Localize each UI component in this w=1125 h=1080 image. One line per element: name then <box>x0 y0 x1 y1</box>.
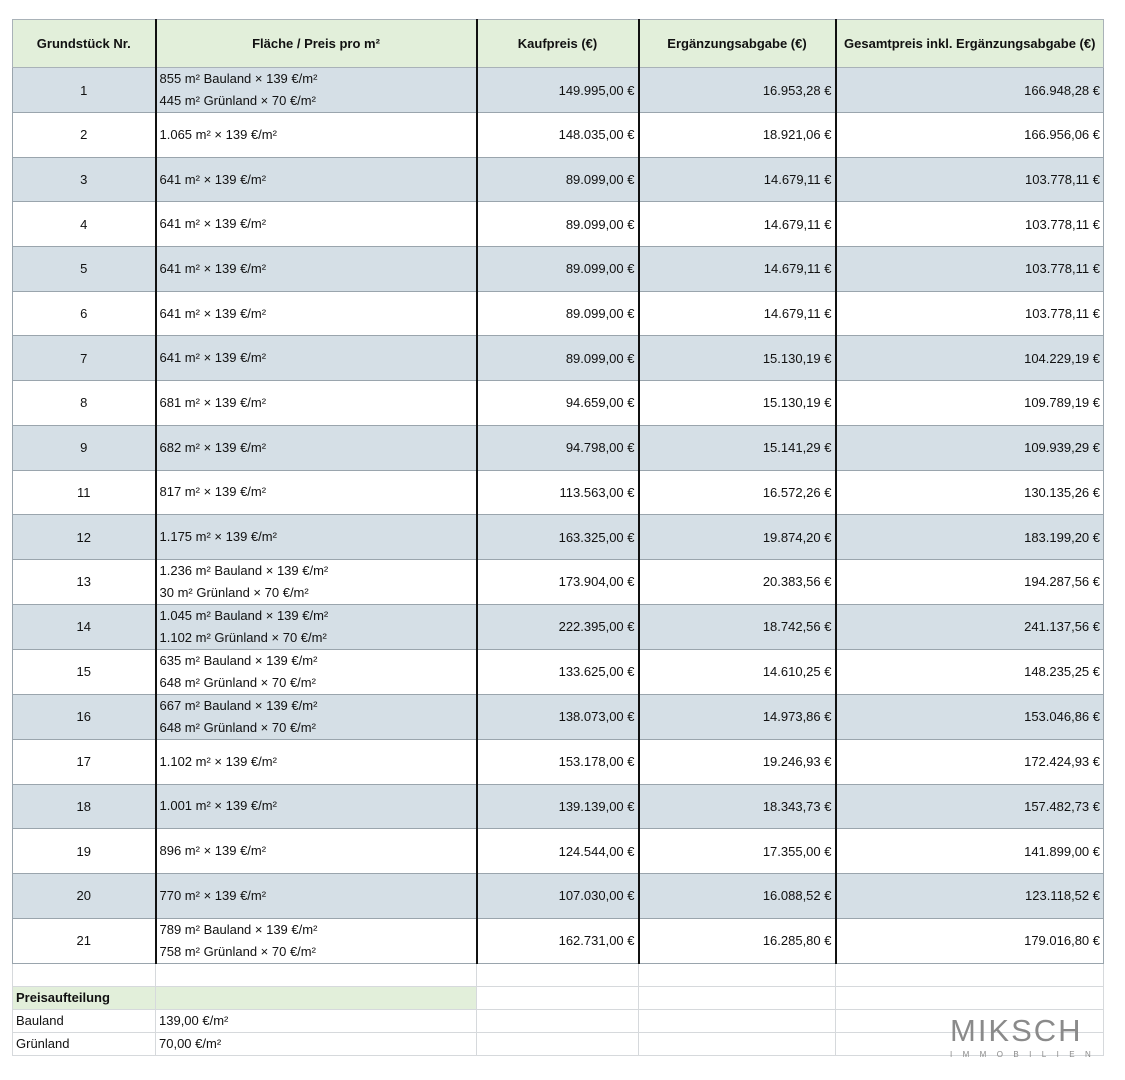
cell-ergaenzungsabgabe: 16.088,52 € <box>639 873 836 918</box>
area-line: 789 m² Bauland × 139 €/m² <box>159 921 318 937</box>
area-line: 648 m² Grünland × 70 €/m² <box>159 719 316 735</box>
table-row <box>13 604 1104 649</box>
cell-grundstueck-nr: 16 <box>13 694 156 739</box>
cell-gesamtpreis: 241.137,56 € <box>836 604 1104 649</box>
cell-ergaenzungsabgabe: 15.130,19 € <box>639 381 836 426</box>
breakdown-label: Grünland <box>13 1032 156 1055</box>
cell-flaeche <box>156 873 477 918</box>
table-row <box>13 873 1104 918</box>
cell-flaeche <box>156 157 477 202</box>
cell-flaeche <box>156 649 477 694</box>
cell-gesamtpreis: 103.778,11 € <box>836 157 1104 202</box>
table-row <box>13 784 1104 829</box>
cell-flaeche <box>156 784 477 829</box>
area-line: 817 m² × 139 €/m² <box>159 484 267 500</box>
cell-kaufpreis: 89.099,00 € <box>477 247 639 292</box>
table-row <box>13 291 1104 336</box>
area-line: 648 m² Grünland × 70 €/m² <box>159 674 316 690</box>
cell-flaeche <box>156 515 477 560</box>
cell-kaufpreis: 89.099,00 € <box>477 291 639 336</box>
cell-gesamtpreis: 104.229,19 € <box>836 336 1104 381</box>
cell-gesamtpreis: 103.778,11 € <box>836 247 1104 292</box>
header-gesamtpreis: Gesamtpreis inkl. Ergänzungsabgabe (€) <box>836 20 1104 68</box>
cell-gesamtpreis: 194.287,56 € <box>836 559 1104 604</box>
cell-gesamtpreis: 123.118,52 € <box>836 873 1104 918</box>
cell-grundstueck-nr: 17 <box>13 739 156 784</box>
area-line: 758 m² Grünland × 70 €/m² <box>159 943 316 959</box>
area-line: 30 m² Grünland × 70 €/m² <box>159 584 309 600</box>
cell-gesamtpreis: 183.199,20 € <box>836 515 1104 560</box>
table-row <box>13 918 1104 963</box>
area-line: 641 m² × 139 €/m² <box>159 171 267 187</box>
cell-grundstueck-nr: 4 <box>13 202 156 247</box>
area-line: 667 m² Bauland × 139 €/m² <box>159 697 318 713</box>
table-body <box>13 68 1104 964</box>
cell-gesamtpreis: 103.778,11 € <box>836 291 1104 336</box>
breakdown-value: 70,00 €/m² <box>156 1032 477 1055</box>
area-line: 682 m² × 139 €/m² <box>159 439 267 455</box>
cell-flaeche <box>156 918 477 963</box>
cell-ergaenzungsabgabe: 18.343,73 € <box>639 784 836 829</box>
cell-ergaenzungsabgabe: 19.874,20 € <box>639 515 836 560</box>
cell-kaufpreis: 149.995,00 € <box>477 68 639 113</box>
cell-flaeche <box>156 559 477 604</box>
cell-gesamtpreis: 179.016,80 € <box>836 918 1104 963</box>
cell-ergaenzungsabgabe: 18.742,56 € <box>639 604 836 649</box>
miksch-logo <box>950 1014 1110 1064</box>
cell-ergaenzungsabgabe: 17.355,00 € <box>639 829 836 874</box>
logo-sub-text: IMMOBILIEN <box>950 1050 1102 1059</box>
cell-kaufpreis: 89.099,00 € <box>477 202 639 247</box>
cell-grundstueck-nr: 7 <box>13 336 156 381</box>
cell-kaufpreis: 163.325,00 € <box>477 515 639 560</box>
breakdown-label: Bauland <box>13 1009 156 1032</box>
cell-ergaenzungsabgabe: 14.679,11 € <box>639 291 836 336</box>
cell-gesamtpreis: 153.046,86 € <box>836 694 1104 739</box>
cell-gesamtpreis: 166.956,06 € <box>836 113 1104 158</box>
header-grundstueck: Grundstück Nr. <box>13 20 156 68</box>
header-row <box>13 20 1104 68</box>
cell-ergaenzungsabgabe: 14.679,11 € <box>639 202 836 247</box>
cell-kaufpreis: 89.099,00 € <box>477 157 639 202</box>
cell-grundstueck-nr: 21 <box>13 918 156 963</box>
cell-flaeche <box>156 739 477 784</box>
table-row <box>13 425 1104 470</box>
area-line: 1.102 m² × 139 €/m² <box>159 753 277 769</box>
breakdown-row-gruenland <box>13 1032 1104 1055</box>
header-ergaenzungsabgabe: Ergänzungsabgabe (€) <box>639 20 836 68</box>
table-row <box>13 739 1104 784</box>
cell-grundstueck-nr: 5 <box>13 247 156 292</box>
area-line: 641 m² × 139 €/m² <box>159 216 267 232</box>
cell-kaufpreis: 113.563,00 € <box>477 470 639 515</box>
cell-grundstueck-nr: 13 <box>13 559 156 604</box>
cell-grundstueck-nr: 8 <box>13 381 156 426</box>
cell-kaufpreis: 138.073,00 € <box>477 694 639 739</box>
breakdown-value: 139,00 €/m² <box>156 1009 477 1032</box>
cell-gesamtpreis: 172.424,93 € <box>836 739 1104 784</box>
cell-gesamtpreis: 109.939,29 € <box>836 425 1104 470</box>
cell-kaufpreis: 133.625,00 € <box>477 649 639 694</box>
area-line: 641 m² × 139 €/m² <box>159 260 267 276</box>
cell-flaeche <box>156 381 477 426</box>
cell-grundstueck-nr: 6 <box>13 291 156 336</box>
table-row <box>13 247 1104 292</box>
cell-flaeche <box>156 247 477 292</box>
cell-ergaenzungsabgabe: 14.679,11 € <box>639 247 836 292</box>
table-row <box>13 515 1104 560</box>
table-row <box>13 470 1104 515</box>
cell-kaufpreis: 139.139,00 € <box>477 784 639 829</box>
area-line: 896 m² × 139 €/m² <box>159 843 267 859</box>
cell-flaeche <box>156 470 477 515</box>
cell-ergaenzungsabgabe: 14.679,11 € <box>639 157 836 202</box>
logo-main-text: MIKSCH <box>950 1013 1083 1048</box>
cell-grundstueck-nr: 12 <box>13 515 156 560</box>
cell-gesamtpreis: 166.948,28 € <box>836 68 1104 113</box>
cell-grundstueck-nr: 14 <box>13 604 156 649</box>
cell-ergaenzungsabgabe: 14.973,86 € <box>639 694 836 739</box>
cell-ergaenzungsabgabe: 15.130,19 € <box>639 336 836 381</box>
spacer-row <box>13 963 1104 986</box>
cell-grundstueck-nr: 3 <box>13 157 156 202</box>
area-line: 1.045 m² Bauland × 139 €/m² <box>159 607 329 623</box>
cell-kaufpreis: 148.035,00 € <box>477 113 639 158</box>
area-line: 635 m² Bauland × 139 €/m² <box>159 652 318 668</box>
cell-flaeche <box>156 829 477 874</box>
cell-gesamtpreis: 141.899,00 € <box>836 829 1104 874</box>
table-row <box>13 202 1104 247</box>
area-line: 681 m² × 139 €/m² <box>159 394 267 410</box>
cell-kaufpreis: 222.395,00 € <box>477 604 639 649</box>
area-line: 855 m² Bauland × 139 €/m² <box>159 71 318 86</box>
cell-flaeche <box>156 336 477 381</box>
table-row <box>13 157 1104 202</box>
cell-flaeche <box>156 202 477 247</box>
cell-gesamtpreis: 148.235,25 € <box>836 649 1104 694</box>
cell-gesamtpreis: 103.778,11 € <box>836 202 1104 247</box>
cell-ergaenzungsabgabe: 18.921,06 € <box>639 113 836 158</box>
cell-kaufpreis: 89.099,00 € <box>477 336 639 381</box>
cell-ergaenzungsabgabe: 20.383,56 € <box>639 559 836 604</box>
cell-gesamtpreis: 157.482,73 € <box>836 784 1104 829</box>
price-table <box>12 19 1104 1056</box>
cell-flaeche <box>156 604 477 649</box>
cell-flaeche <box>156 425 477 470</box>
area-line: 1.175 m² × 139 €/m² <box>159 529 277 545</box>
cell-ergaenzungsabgabe: 16.953,28 € <box>639 68 836 113</box>
area-line: 1.001 m² × 139 €/m² <box>159 798 277 814</box>
table-row <box>13 649 1104 694</box>
area-line: 1.236 m² Bauland × 139 €/m² <box>159 562 329 578</box>
breakdown-title-row <box>13 986 1104 1009</box>
table-row <box>13 68 1104 113</box>
table-row <box>13 381 1104 426</box>
header-kaufpreis: Kaufpreis (€) <box>477 20 639 68</box>
area-line: 770 m² × 139 €/m² <box>159 887 267 903</box>
cell-flaeche <box>156 113 477 158</box>
table-row <box>13 829 1104 874</box>
cell-kaufpreis: 173.904,00 € <box>477 559 639 604</box>
table-row <box>13 336 1104 381</box>
cell-flaeche <box>156 68 477 113</box>
cell-gesamtpreis: 109.789,19 € <box>836 381 1104 426</box>
cell-grundstueck-nr: 15 <box>13 649 156 694</box>
cell-ergaenzungsabgabe: 16.572,26 € <box>639 470 836 515</box>
cell-kaufpreis: 124.544,00 € <box>477 829 639 874</box>
cell-grundstueck-nr: 19 <box>13 829 156 874</box>
cell-ergaenzungsabgabe: 16.285,80 € <box>639 918 836 963</box>
table-row <box>13 113 1104 158</box>
breakdown-title: Preisaufteilung <box>13 986 156 1009</box>
area-line: 1.065 m² × 139 €/m² <box>159 126 277 142</box>
area-line: 445 m² Grünland × 70 €/m² <box>159 93 316 108</box>
cell-grundstueck-nr: 9 <box>13 425 156 470</box>
cell-grundstueck-nr: 1 <box>13 68 156 113</box>
cell-kaufpreis: 162.731,00 € <box>477 918 639 963</box>
cell-ergaenzungsabgabe: 19.246,93 € <box>639 739 836 784</box>
cell-gesamtpreis: 130.135,26 € <box>836 470 1104 515</box>
cell-ergaenzungsabgabe: 14.610,25 € <box>639 649 836 694</box>
header-flaeche: Fläche / Preis pro m² <box>156 20 477 68</box>
cell-kaufpreis: 107.030,00 € <box>477 873 639 918</box>
table-row <box>13 559 1104 604</box>
cell-grundstueck-nr: 2 <box>13 113 156 158</box>
cell-grundstueck-nr: 11 <box>13 470 156 515</box>
table-row <box>13 694 1104 739</box>
area-line: 641 m² × 139 €/m² <box>159 305 267 321</box>
cell-grundstueck-nr: 18 <box>13 784 156 829</box>
cell-kaufpreis: 94.798,00 € <box>477 425 639 470</box>
cell-flaeche <box>156 291 477 336</box>
area-line: 1.102 m² Grünland × 70 €/m² <box>159 629 327 645</box>
area-line: 641 m² × 139 €/m² <box>159 350 267 366</box>
cell-kaufpreis: 94.659,00 € <box>477 381 639 426</box>
price-breakdown <box>13 963 1104 1055</box>
breakdown-row-bauland <box>13 1009 1104 1032</box>
cell-flaeche <box>156 694 477 739</box>
cell-grundstueck-nr: 20 <box>13 873 156 918</box>
cell-kaufpreis: 153.178,00 € <box>477 739 639 784</box>
cell-ergaenzungsabgabe: 15.141,29 € <box>639 425 836 470</box>
